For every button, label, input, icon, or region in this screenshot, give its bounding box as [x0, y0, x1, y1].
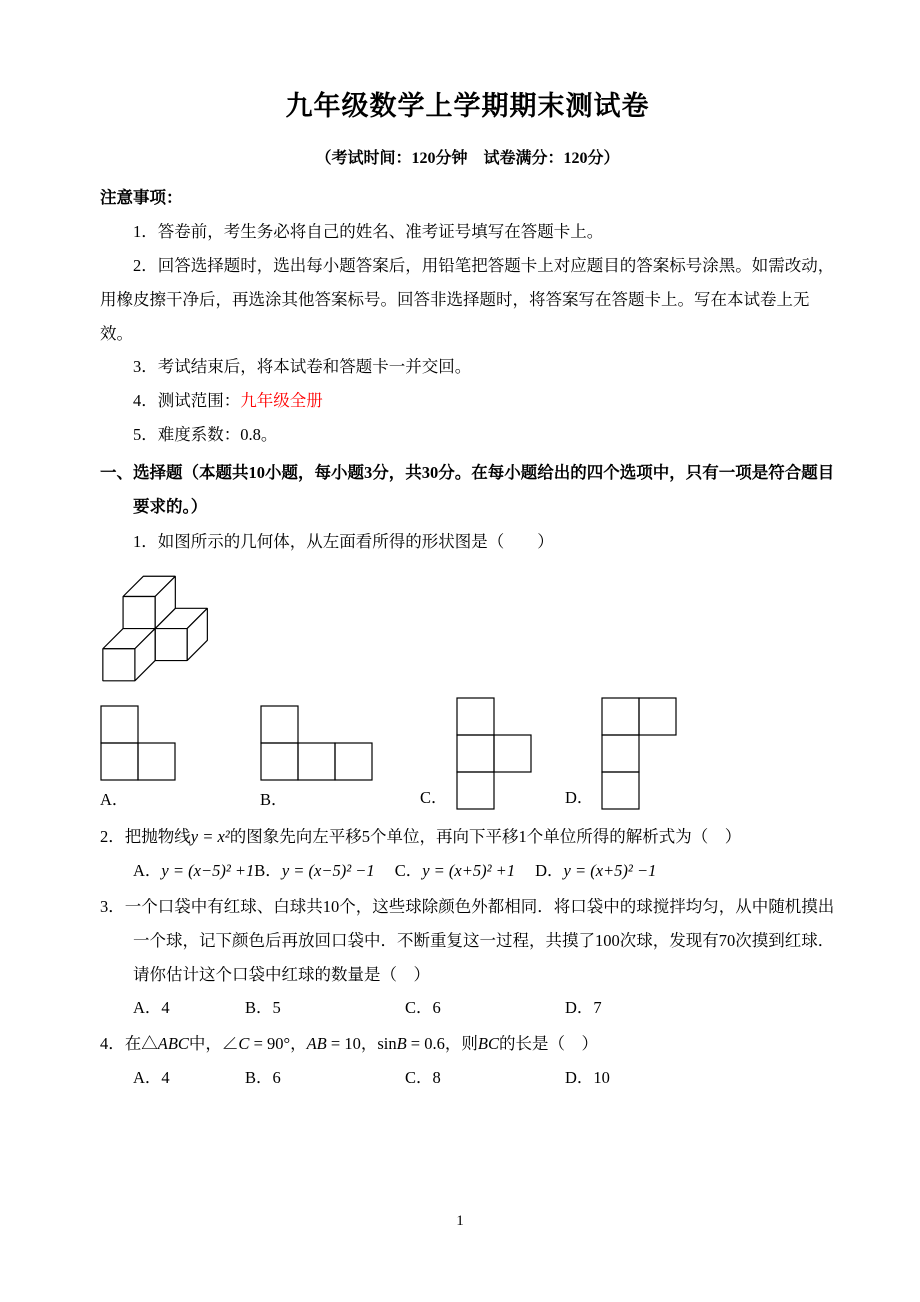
option-a: A．4	[133, 1067, 170, 1087]
question-4	[100, 1027, 835, 1095]
option-d: D．10	[565, 1067, 610, 1087]
option-b: B．6	[245, 1067, 281, 1087]
test-scope-highlight: 九年级全册	[240, 391, 323, 411]
notice-item-4	[100, 384, 835, 418]
option-a: A．4	[133, 998, 170, 1018]
notice-item-2: 2．回答选择题时，选出每小题答案后，用铅笔把答题卡上对应题目的答案标号涂黑。如需改动，用橡皮擦干净后，再选涂其他答案标号。回答非选择题时，将答案写在答题卡上。写在本试卷上无效。	[100, 255, 835, 343]
option-d-label: D．	[535, 861, 564, 881]
question-1-figure	[102, 567, 835, 685]
question-2-text	[100, 820, 835, 854]
question-2-suffix: 的图象先向左平移5个单位，再向下平移1个单位所得的解析式为（ ）	[229, 827, 742, 847]
option-b-formula: y = (x−5)² −1	[281, 861, 375, 881]
option-b-label: B．	[260, 790, 288, 810]
option-c-formula: y = (x+5)² +1	[422, 861, 516, 881]
notice-item-1: 1．答卷前，考生务必将自己的姓名、准考证号填写在答题卡上。	[133, 222, 604, 242]
question-3-text: 3．一个口袋中有红球、白球共10个，这些球除颜色外都相同．将口袋中的球搅拌均匀，从中随机摸出一个球，记下颜色后再放回口袋中．不断重复这一过程，共摸了100次球，发现有70次摸到红球．请你估计这个口袋中红球的数量是（ ）	[100, 896, 835, 984]
option-d	[565, 697, 678, 810]
question-4-text: 4．在△ABC中，∠C = 90°，AB = 10，sinB = 0.6，则BC的长是（ ）	[100, 1034, 598, 1054]
exam-meta: （考试时间：120分钟 试卷满分：120分）	[315, 149, 620, 167]
option-d-label: D．	[565, 788, 594, 808]
option-c: C．6	[405, 998, 441, 1018]
question-2-formula: y = x²	[190, 827, 230, 847]
option-c	[420, 697, 565, 810]
option-d-shape	[601, 697, 678, 810]
option-c-shape	[456, 697, 533, 810]
option-d: D．7	[565, 998, 602, 1018]
page-title: 九年级数学上学期期末测试卷	[285, 91, 650, 121]
notice-item-3: 3．考试结束后，将本试卷和答题卡一并交回。	[133, 357, 472, 377]
option-b-shape	[260, 705, 374, 782]
question-2	[100, 820, 835, 888]
question-1	[100, 525, 835, 810]
cube-stack-figure	[102, 567, 220, 685]
option-b: B．5	[245, 998, 281, 1018]
option-c-label: C．	[420, 788, 448, 808]
question-2-prefix: 2．把抛物线	[100, 827, 191, 847]
question-3	[100, 890, 835, 1025]
page-number: 1	[456, 1213, 464, 1229]
option-c-label: C．	[394, 861, 423, 881]
notice-heading: 注意事项：	[100, 188, 183, 208]
question-1-options	[100, 697, 835, 810]
notice-item-4-prefix: 4．测试范围：	[133, 391, 241, 411]
option-b-label: B．	[254, 861, 282, 881]
option-a	[100, 705, 260, 810]
option-a-formula: y = (x−5)² +1	[161, 861, 255, 881]
option-b	[260, 705, 420, 810]
option-d-formula: y = (x+5)² −1	[563, 861, 657, 881]
question-1-text: 1．如图所示的几何体，从左面看所得的形状图是（ ）	[133, 532, 554, 552]
option-c: C．8	[405, 1067, 441, 1087]
option-a-label: A．	[100, 790, 129, 810]
option-a-label: A．	[133, 861, 162, 881]
notice-item-5: 5．难度系数：0.8。	[133, 425, 278, 445]
question-4-options	[133, 1061, 835, 1095]
question-2-options	[133, 854, 835, 888]
option-a-shape	[100, 705, 177, 782]
section-1-heading: 一、选择题（本题共10小题，每小题3分，共30分。在每小题给出的四个选项中，只有一项是符合题目要求的。）	[100, 462, 835, 516]
question-3-options	[133, 991, 835, 1025]
